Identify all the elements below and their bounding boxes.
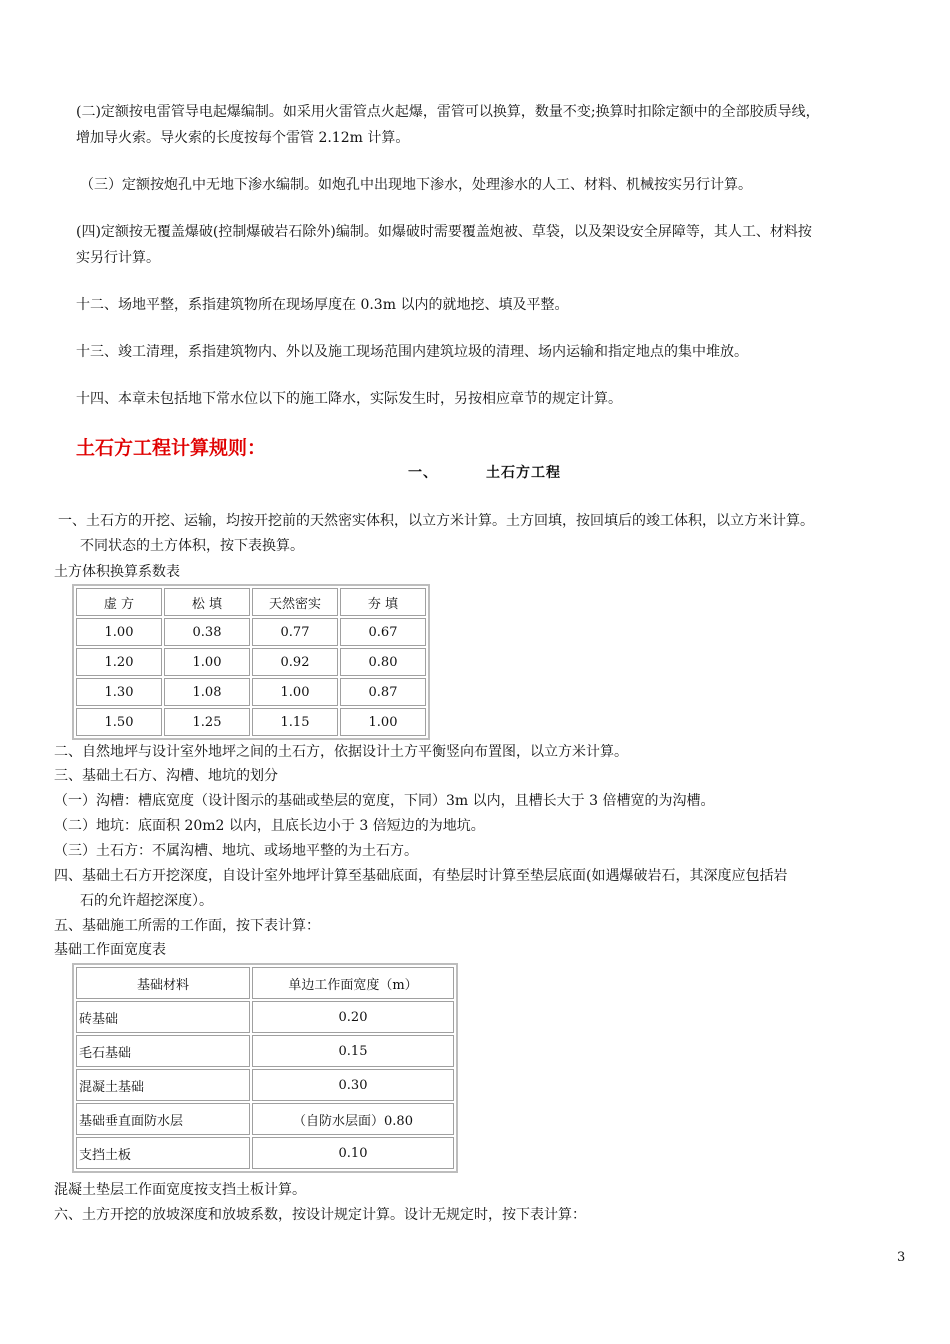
table-cell: 1.08 [164,678,250,706]
table-row [76,1069,454,1101]
table-cell: 1.00 [252,678,338,706]
page-number: 3 [897,1250,906,1265]
table-cell: 砖基础 [76,1001,250,1033]
table-cell: 0.38 [164,618,250,646]
text-line: 实另行计算。 [76,250,160,266]
table-cell: 0.15 [252,1035,454,1067]
rule-3-3: （三）土石方：不属沟槽、地坑、或场地平整的为土石方。 [54,843,418,859]
table-row [76,1137,454,1169]
table-cell: （自防水层面）0.80 [252,1103,454,1135]
table-header-cell: 松 填 [164,588,250,616]
text-line: (二)定额按电雷管导电起爆编制。如采用火雷管点火起爆，雷管可以换算，数量不变;换算时扣除定额中的全部胶质导线， [76,104,820,120]
paragraph-14: 十四、本章未包括地下常水位以下的施工降水，实际发生时，另按相应章节的规定计算。 [76,391,622,407]
subsection-title: 土石方工程 [486,465,561,481]
subsection-number: 一、 [408,465,438,481]
table-row [76,678,426,706]
rule-4-line1: 四、基础土石方开挖深度，自设计室外地坪计算至基础底面，有垫层时计算至垫层底面(如遇爆破岩石，其深度应包括岩 [54,868,788,884]
text-line: (四)定额按无覆盖爆破(控制爆破岩石除外)编制。如爆破时需要覆盖炮被、草袋，以及架设安全屏障等，其人工、材料按 [76,224,812,240]
table-cell: 0.80 [340,648,426,676]
table-row [76,618,426,646]
rule-4-line2: 石的允许超挖深度）。 [80,893,213,909]
table-cell: 0.67 [340,618,426,646]
table-cell: 基础垂直面防水层 [76,1103,250,1135]
table2-caption: 基础工作面宽度表 [54,942,166,958]
table-cell: 1.20 [76,648,162,676]
table-cell: 0.77 [252,618,338,646]
paragraph-3: （三）定额按炮孔中无地下渗水编制。如炮孔中出现地下渗水，处理渗水的人工、材料、机械按实另行计算。 [80,177,752,193]
rule-2: 二、自然地坪与设计室外地坪之间的土石方，依据设计土方平衡竖向布置图，以立方米计算。 [54,744,628,760]
table-cell: 1.50 [76,708,162,736]
volume-conversion-table [72,584,430,740]
rule-1-line2: 不同状态的土方体积，按下表换算。 [80,538,304,554]
paragraph-12: 十二、场地平整，系指建筑物所在现场厚度在 0.3m 以内的就地挖、填及平整。 [76,297,569,313]
table-header-cell: 夯 填 [340,588,426,616]
table-row [76,708,426,736]
table-cell: 0.87 [340,678,426,706]
rule-6: 六、土方开挖的放坡深度和放坡系数，按设计规定计算。设计无规定时，按下表计算： [54,1207,586,1223]
table-row [76,648,426,676]
table-row [76,1035,454,1067]
after-table2-text: 混凝土垫层工作面宽度按支挡土板计算。 [54,1182,306,1198]
table-header-cell: 虚 方 [76,588,162,616]
table-cell: 毛石基础 [76,1035,250,1067]
table-cell: 1.00 [76,618,162,646]
section-heading: 土石方工程计算规则： [76,437,267,459]
rule-3-2: （二）地坑：底面积 20m2 以内，且底长边小于 3 倍短边的为地坑。 [54,818,485,834]
table-row [76,1103,454,1135]
subsection-heading [408,462,561,482]
table-cell: 支挡土板 [76,1137,250,1169]
table-row [76,1001,454,1033]
table-cell: 1.25 [164,708,250,736]
text-line: 增加导火索。导火索的长度按每个雷管 2.12m 计算。 [76,130,410,146]
table-cell: 0.20 [252,1001,454,1033]
table-header-cell: 基础材料 [76,967,250,999]
table-cell: 混凝土基础 [76,1069,250,1101]
table-header-cell: 单边工作面宽度（m） [252,967,454,999]
rule-5: 五、基础施工所需的工作面，按下表计算： [54,918,320,934]
table-header-row [76,967,454,999]
table-cell: 1.15 [252,708,338,736]
table-header-row [76,588,426,616]
table-cell: 0.30 [252,1069,454,1101]
paragraph-13: 十三、竣工清理，系指建筑物内、外以及施工现场范围内建筑垃圾的清理、场内运输和指定地点的集中堆放。 [76,344,748,360]
table-cell: 1.00 [340,708,426,736]
table-cell: 0.92 [252,648,338,676]
table-header-cell: 天然密实 [252,588,338,616]
rule-3-1: （一）沟槽：槽底宽度（设计图示的基础或垫层的宽度，下同）3m 以内，且槽长大于 3 倍槽宽的为沟槽。 [54,793,715,809]
rule-3: 三、基础土石方、沟槽、地坑的划分 [54,768,278,784]
work-surface-width-table [72,963,458,1173]
table-cell: 0.10 [252,1137,454,1169]
rule-1-line1: 一、土石方的开挖、运输，均按开挖前的天然密实体积，以立方米计算。土方回填，按回填后的竣工体积，以立方米计算。 [58,513,814,529]
table1-caption: 土方体积换算系数表 [54,564,180,580]
table-cell: 1.00 [164,648,250,676]
table-cell: 1.30 [76,678,162,706]
